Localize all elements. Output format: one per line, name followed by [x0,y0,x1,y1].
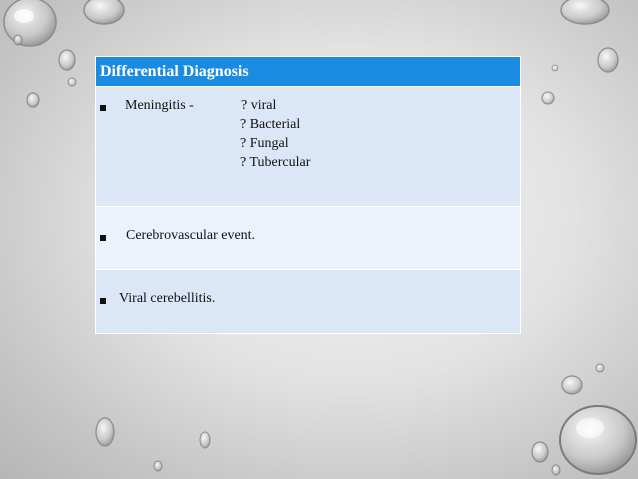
droplet [552,465,560,475]
droplet [154,461,162,471]
droplet [598,48,618,72]
square-bullet-icon [100,105,106,111]
droplet [96,418,114,446]
subitem: ? viral [241,98,277,113]
droplet [596,364,604,372]
table-row [96,270,520,333]
row-label: Viral cerebellitis. [119,291,216,306]
square-bullet-icon [100,298,106,304]
droplet [552,65,558,71]
subitem: ? Tubercular [240,155,311,170]
table-title: Differential Diagnosis [100,63,249,80]
droplet [560,406,636,474]
row-label: Cerebrovascular event. [126,228,256,243]
droplet [14,35,22,45]
droplet [200,432,210,448]
table-row [96,87,520,207]
droplet [542,92,554,104]
droplet [27,93,39,107]
subitem: ? Bacterial [240,117,301,132]
subitem: ? Fungal [240,136,289,151]
droplet [576,418,604,438]
droplet [562,376,582,394]
row-label: Meningitis - [125,98,194,113]
droplet [68,78,76,86]
table-header [96,57,520,87]
diagnosis-table [95,56,521,334]
droplet [14,9,34,23]
droplet [59,50,75,70]
droplet [84,0,124,24]
square-bullet-icon [100,235,106,241]
droplet [561,0,609,24]
droplet [4,0,56,46]
table-row [96,207,520,270]
droplet [532,442,548,462]
